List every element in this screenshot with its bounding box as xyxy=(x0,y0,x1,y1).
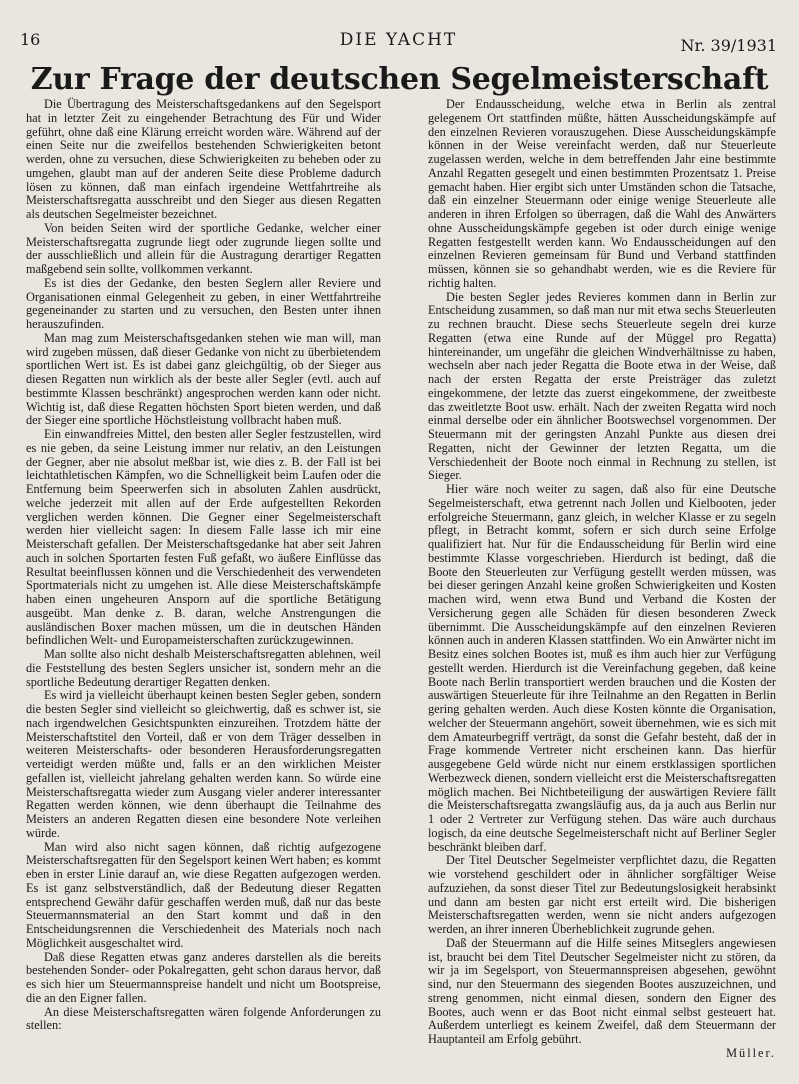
paragraph: Man sollte also nicht deshalb Meisterschaftsregatten ablehnen, weil die Feststellung des besten Seglers unsicher ist, sondern mehr an die sportliche Bedeutung derartiger Regatten denken. xyxy=(26,647,381,689)
author-signature: Müller. xyxy=(726,1045,776,1060)
paragraph: Von beiden Seiten wird der sportliche Gedanke, welcher einer Meisterschaftsregatta zugrunde liegt oder zugrunde liegen sollte und der ausschließlich und allein für die Austragung derartiger Regatten maßgebend sein sollte, vollkommen verkannt. xyxy=(26,220,381,276)
paragraph: Man mag zum Meisterschaftsgedanken stehen wie man will, man wird zugeben müssen, daß dieser Gedanke von nicht zu überbietendem sportlichen Wert ist. Es ist dabei ganz gleichgültig, ob der Sieger aus diesen Regatten nun wirklich als der beste aller Segler (evtl. auch auf bestimmte Klassen beschränkt) angesprochen werden kann oder nicht. Wichtig ist, daß diese Regatten höchsten Sport bieten werden, und daß der Sieger eine sportliche Höchstleistung vollbracht haben muß. xyxy=(26,330,381,428)
right-column xyxy=(428,98,776,1061)
paragraph: Daß diese Regatten etwas ganz anderes darstellen als die bereits bestehenden Sonder- oder Pokalregatten, geht schon daraus hervor, daß es sich hier um Steuermannspreise handelt und nicht um Bootspreise, die an den Eigner fallen. xyxy=(26,949,381,1005)
running-header xyxy=(20,30,777,56)
left-column xyxy=(26,98,381,1033)
paragraph: An diese Meisterschaftsregatten wären folgende Anforderungen zu stellen: xyxy=(26,1004,381,1033)
paragraph: Es ist dies der Gedanke, den besten Seglern aller Reviere und Organisationen einmal Gelegenheit zu geben, in einer Wettfahrtreihe gegeneinander zu starten und zu versuchen, den Besten unter ihnen herauszufinden. xyxy=(26,275,381,331)
article-title: Zur Frage der deutschen Segelmeisterschaft xyxy=(30,62,769,97)
issue-number: Nr. 39/1931 xyxy=(680,36,777,55)
paragraph: Der Endausscheidung, welche etwa in Berlin als zentral gelegenem Ort stattfinden müßte, hätten Ausscheidungskämpfe auf den einzelnen Revieren vorauszugehen. Diese Ausscheidungskämpfe können in der Weise vereinfacht werden, daß nur Steuerleute zugelassen werden, welche in dem betreffenden Jahr eine bestimmte Anzahl Regatten gesegelt und einen bestimmten Prozentsatz 1. Preise gemacht haben. Hier ergibt sich unter Umständen schon die Tatsache, daß ein einzelner Steuermann oder einige wenige Steuerleute alle anderen in ihren Erfolgen so überragen, daß die Wahl des Anwärters ohne Ausscheidungskämpfe gegeben ist oder durch einige wenige Regatten festgestellt werden kann. Wo Endausscheidungen auf den einzelnen Revieren gemeinsam für Bund und Verband stattfinden müssen, können sie so gehandhabt werden, wie es die Reviere für richtig halten. xyxy=(428,97,776,290)
page-number: 16 xyxy=(20,30,41,49)
paragraph: Hier wäre noch weiter zu sagen, daß also für eine Deutsche Segelmeisterschaft, etwa getrennt nach Jollen und Kielbooten, jeder erfolgreiche Steuermann, ganz gleich, in welcher Klasse er zu segeln pflegt, in Betracht kommt, sofern er sich durch seine Erfolge qualifiziert hat. Nur für die Endausscheidung für Berlin wird eine bestimmte Klasse vorgeschrieben. Hierdurch ist bedingt, daß die Boote den Steuerleuten zur Verfügung gestellt werden müssen, was bei dieser geringen Anzahl keine großen Schwierigkeiten und Kosten machen wird, wenn etwa Bund und Verband die Kosten der Versicherung gegen alle Schäden für diesen besonderen Zweck übernimmt. Die Ausscheidungskämpfe auf den einzelnen Revieren können auch in anderen Klassen stattfinden. Wo ein Anwärter nicht im Besitz eines solchen Bootes ist, muß es ihm auch hier zur Verfügung gestellt werden. Hierdurch ist die Vereinfachung gegeben, daß keine Boote nach Berlin transportiert werden brauchen und die Kosten der auswärtigen Steuerleute für ihre Teilnahme an den Regatten in Berlin gering gehalten werden. Auch diese Kosten könnte die Organisation, welcher der Steuermann angehört, soweit übernehmen, wie es sich mit dem Amateurbegriff verträgt, da sonst die Gefahr besteht, daß der in Frage kommende Vertreter nicht erscheinen kann. Das hierfür ausgegebene Geld würde nicht nur einem erstklassigen sportlichen Werbezweck dienen, sondern vielleicht erst die Meisterschaftsregatten möglich machen. Bei Nichtbeteiligung der auswärtigen Reviere fällt die Meisterschaftsregatta zwangsläufig aus, da ja auch aus Berlin nur 1 oder 2 Vertreter zur Verfügung stehen. Das wäre auch durchaus logisch, da eine deutsche Segelmeisterschaft nicht auf Berliner Segler beschränkt bleiben darf. xyxy=(428,482,776,854)
paragraph: Der Titel Deutscher Segelmeister verpflichtet dazu, die Regatten wie vorstehend geschildert oder in ähnlicher sorgfältiger Weise aufzuziehen, da sonst dieser Titel zur Bedeutungslosigkeit herabsinkt und dann am besten gar nicht erst erteilt wird. Die bisherigen Meisterschaftsregatten werden, wenn sie nicht anders aufgezogen werden, an ihrer inneren Überheblichkeit zugrunde gehen. xyxy=(428,853,776,936)
paragraph: Ein einwandfreies Mittel, den besten aller Segler festzustellen, wird es nie geben, da seine Leistung immer nur relativ, an den Leistungen der Gegner, aber nie absolut meßbar ist, wie dies z. B. der Fall ist bei leichtathletischen Kämpfen, wo die Schnelligkeit beim Laufen oder die Entfernung beim Speerwerfen sich in absoluten Zahlen ausdrückt, welche jederzeit mit allen auf der Erde aufgestellten Rekorden verglichen werden können. Die Gegner einer Segelmeisterschaft werden hier vielleicht sagen: In diesem Falle lasse ich mir eine Meisterschaft gefallen. Der Meisterschaftsgedanke hat aber seit Jahren auch in solchen Sportarten festen Fuß gefaßt, wo äußere Einflüsse das Resultat beeinflussen können und die Verschiedenheit des verwendeten Sportmaterials nicht zu umgehen ist. Alle diese Meisterschaftskämpfe haben einen ungeheuren Ansporn auf die sportliche Betätigung ausgeübt. Man denke z. B. daran, welche Anstrengungen die ausländischen Boxer machen müssen, um die in deutschen Händen befindlichen Welt- und Europameisterschaften zurückzugewinnen. xyxy=(26,427,381,648)
paragraph: Daß der Steuermann auf die Hilfe seines Mitseglers angewiesen ist, braucht bei dem Titel Deutscher Segelmeister nicht zu stören, da wir ja im Segelsport, von Steuermannspreisen abgesehen, gewöhnt sind, nur den Steuermann des siegenden Bootes auszuzeichnen, und streng genommen, nicht einmal diesen, sondern den Eigner des Bootes, auch wenn er das Boot nicht einmal selbst gesteuert hat. Außerdem unterliegt es keinem Zweifel, daß dem Steuermann der Hauptanteil am Erfolg gebührt. xyxy=(428,935,776,1046)
magazine-title: DIE YACHT xyxy=(339,30,458,50)
paragraph: Die Übertragung des Meisterschaftsgedankens auf den Segelsport hat in letzter Zeit zu eingehender Betrachtung des Für und Wider geführt, ohne daß eine Klärung erreicht worden wäre. Während auf der einen Seite nur die zweifellos bestehenden Schwierigkeiten betont werden, ohne zu versuchen, diese Schwierigkeiten zu beheben oder zu umgehen, glaubt man auf der anderen Seite diese Probleme dadurch lösen zu können, daß man einfach irgendeine Wettfahrtreihe als Meisterschaftsregatta ausschreibt und den Sieger aus diesen Regatten als deutschen Segelmeister bezeichnet. xyxy=(26,97,381,221)
paragraph: Man wird also nicht sagen können, daß richtig aufgezogene Meisterschaftsregatten für den Segelsport keinen Wert haben; es kommt eben in erster Linie darauf an, wie diese Regatten aufgezogen werden. Es ist ganz selbstverständlich, daß der Bedeutung dieser Regatten entsprechend Gewähr dafür geschaffen werden muß, daß nur das beste Steuermannsmaterial an den Start kommt und daß in den Entscheidungsrennen die Verschiedenheit des Materials noch nach Möglichkeit ausgeschaltet wird. xyxy=(26,839,381,950)
paragraph: Es wird ja vielleicht überhaupt keinen besten Segler geben, sondern die besten Segler sind vielleicht so gleichwertig, daß es schwer ist, sie nach irgendwelchen Gesichtspunkten einzureihen. Trotzdem hätte der Meisterschaftstitel den Vorteil, daß er von dem Träger desselben in weiteren Meisterschafts- oder besonderen Herausforderungsregatten verteidigt werden müßte und, falls er an den wirklichen Meister gefallen ist, vielleicht jahrelang gehalten werden kann. So würde eine Meisterschaftsregatta wieder zum Ausgang vieler anderer interessanter Regatten werden können, wie denn überhaupt die Teilnahme des Meisters an anderen Regatten diesen eine besondere Note verleihen würde. xyxy=(26,688,381,840)
paragraph: Die besten Segler jedes Revieres kommen dann in Berlin zur Entscheidung zusammen, so daß man nur mit etwa sechs Steuerleuten zu rechnen braucht. Diese sechs Steuerleute segeln drei kurze Regatten (etwa eine Runde auf der Müggel pro Regatta) hintereinander, um ungefähr die gleichen Windverhältnisse zu haben, wechseln aber nach jeder Regatta die Boote etwa in der Weise, daß nach der ersten Regatta der erste Preisträger das zuletzt eingekommene, der letzte das zuerst eingekommene, der zweitbeste das zweitletzte Boot usw. erhält. Nach der zweiten Regatta wird noch einmal derselbe oder ein ähnlicher Bootswechsel vorgenommen. Der Steuermann mit der geringsten Anzahl Punkte aus diesen drei Regatten, nicht der Gewinner der letzten Regatta, um die Verschiedenheit der Boote noch einmal in Rechnung zu stellen, ist Sieger. xyxy=(428,289,776,483)
